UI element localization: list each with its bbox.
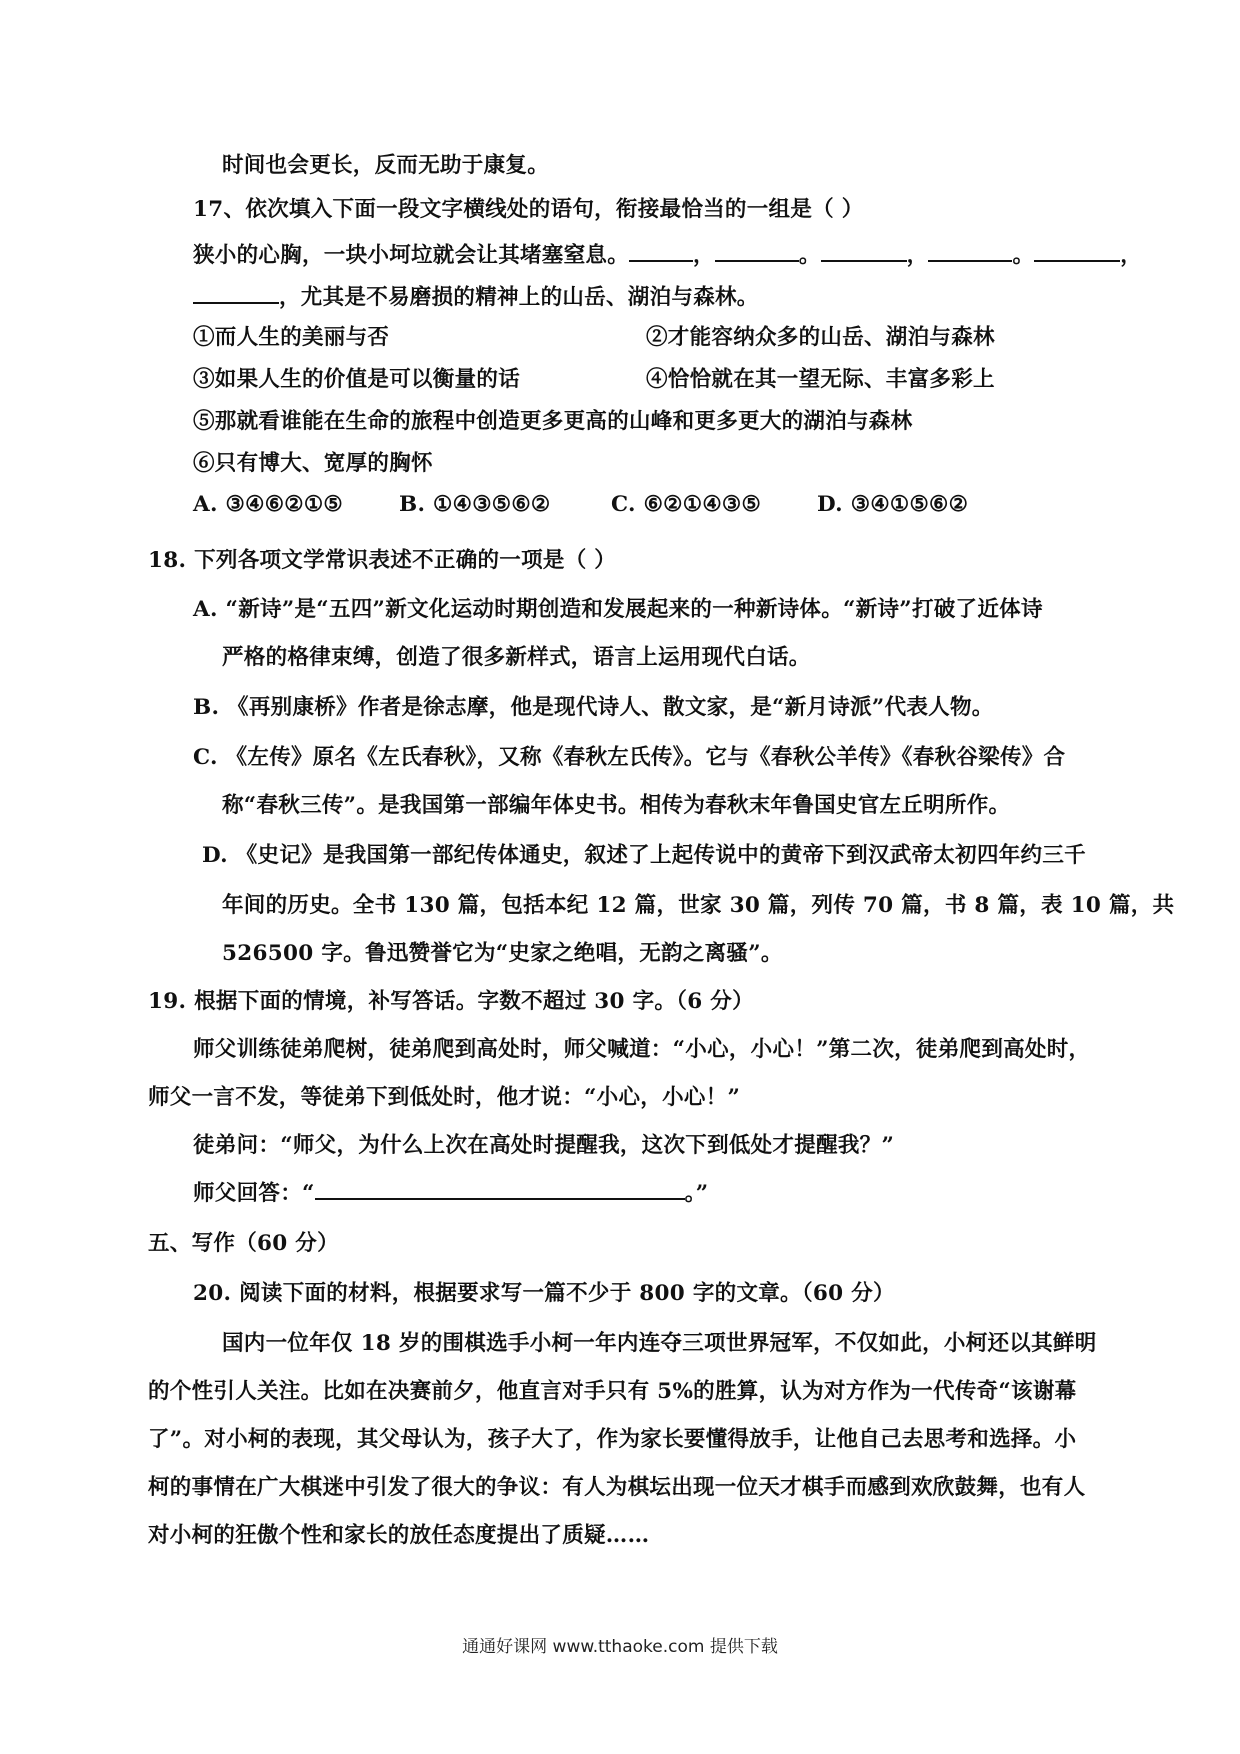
question-17-choice-a[interactable]: A. ③④⑥②①⑤ xyxy=(193,492,343,517)
question-19-scenario-2: 师父一言不发，等徒弟下到低处时，他才说：“小心，小心！” xyxy=(148,1085,741,1110)
question-20-material-5: 对小柯的狂傲个性和家长的放任态度提出了质疑…… xyxy=(148,1523,650,1548)
question-20-material-3: 了”。对小柯的表现，其父母认为，孩子大了，作为家长要懂得放手，让他自己去思考和选择。小 xyxy=(148,1427,1077,1452)
question-18-option-d-cont2: 526500 字。鲁迅赞誉它为“史家之绝唱，无韵之离骚”。 xyxy=(222,941,783,966)
question-18-option-a-cont: 严格的格律束缚，创造了很多新样式，语言上运用现代白话。 xyxy=(222,645,811,670)
question-17-option-4: ④恰恰就在其一望无际、丰富多彩上 xyxy=(646,367,995,392)
question-17-option-5: ⑤那就看谁能在生命的旅程中创造更多更高的山峰和更多更大的湖泊与森林 xyxy=(193,409,913,434)
question-17-stem: 17、依次填入下面一段文字横线处的语句，衔接最恰当的一组是（ ） xyxy=(193,197,864,222)
fill-blank[interactable] xyxy=(1034,242,1120,262)
question-20-material-4: 柯的事情在广大棋迷中引发了很大的争议：有人为棋坛出现一位天才棋手而感到欢欣鼓舞，也有人 xyxy=(148,1475,1086,1500)
fill-blank[interactable] xyxy=(715,242,799,262)
question-17-option-2: ②才能容纳众多的山岳、湖泊与森林 xyxy=(646,325,995,350)
question-17-choice-d[interactable]: D. ③④①⑤⑥② xyxy=(817,492,969,517)
question-19-scenario-1: 师父训练徒弟爬树，徒弟爬到高处时，师父喊道：“小心，小心！”第二次，徒弟爬到高处时， xyxy=(193,1037,1091,1062)
answer-blank[interactable] xyxy=(315,1180,685,1200)
question-18-option-c[interactable]: C. 《左传》原名《左氏春秋》，又称《春秋左氏传》。它与《春秋公羊传》《春秋谷梁传》合 xyxy=(193,745,1066,770)
question-19-stem: 19. 根据下面的情境，补写答话。字数不超过 30 字。（6 分） xyxy=(148,989,754,1014)
question-17-passage-line2: ，尤其是不易磨损的精神上的山岳、湖泊与森林。 xyxy=(193,280,759,311)
question-17-choice-c[interactable]: C. ⑥②①④③⑤ xyxy=(611,492,762,517)
section-5-heading: 五、写作（60 分） xyxy=(148,1231,339,1256)
question-17-passage-line1: 狭小的心胸，一块小坷垃就会让其堵塞窒息。 ， 。 ， 。 ， xyxy=(193,243,1143,268)
question-17-option-3: ③如果人生的价值是可以衡量的话 xyxy=(193,367,521,392)
footer-source: 通通好课网 www.tthaoke.com 提供下载 xyxy=(462,1637,778,1657)
fill-blank[interactable] xyxy=(629,242,693,262)
question-17-choice-b[interactable]: B. ①④③⑤⑥② xyxy=(399,492,551,517)
question-18-option-b[interactable]: B. 《再别康桥》作者是徐志摩，他是现代诗人、散文家，是“新月诗派”代表人物。 xyxy=(193,695,994,720)
question-19-scenario-3: 徒弟问：“师父，为什么上次在高处时提醒我，这次下到低处才提醒我？” xyxy=(193,1133,895,1158)
question-18-option-a[interactable]: A. “新诗”是“五四”新文化运动时期创造和发展起来的一种新诗体。“新诗”打破了近体诗 xyxy=(193,597,1043,622)
fill-blank[interactable] xyxy=(928,242,1012,262)
question-18-option-d-cont1: 年间的历史。全书 130 篇，包括本纪 12 篇，世家 30 篇，列传 70 篇，书 8 篇，表 10 篇，共 xyxy=(222,893,1175,918)
fill-blank[interactable] xyxy=(193,284,279,304)
question-18-option-c-cont: 称“春秋三传”。是我国第一部编年体史书。相传为春秋末年鲁国史官左丘明所作。 xyxy=(222,793,1011,818)
question-20-stem: 20. 阅读下面的材料，根据要求写一篇不少于 800 字的文章。（60 分） xyxy=(193,1281,895,1306)
continued-text: 时间也会更长，反而无助于康复。 xyxy=(222,153,550,178)
question-17-option-1: ①而人生的美丽与否 xyxy=(193,325,390,350)
fill-blank[interactable] xyxy=(821,242,907,262)
question-20-material-1: 国内一位年仅 18 岁的围棋选手小柯一年内连夺三项世界冠军，不仅如此，小柯还以其鲜明 xyxy=(222,1331,1097,1356)
question-18-stem: 18. 下列各项文学常识表述不正确的一项是（ ） xyxy=(148,548,617,573)
question-20-material-2: 的个性引人关注。比如在决赛前夕，他直言对手只有 5%的胜算，认为对方作为一代传奇“该谢幕 xyxy=(148,1379,1077,1404)
question-19-answer-line: 师父回答：“ 。” xyxy=(193,1181,709,1206)
question-17-option-6: ⑥只有博大、宽厚的胸怀 xyxy=(193,451,433,476)
question-18-option-d[interactable]: D. 《史记》是我国第一部纪传体通史，叙述了上起传说中的黄帝下到汉武帝太初四年约三千 xyxy=(202,843,1086,868)
